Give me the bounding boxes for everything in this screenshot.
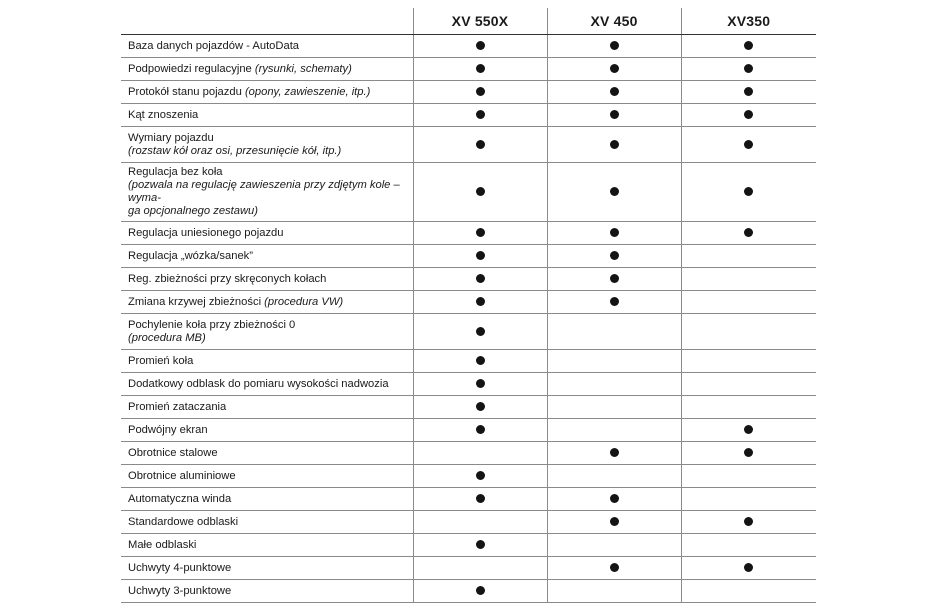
feature-cell (121, 580, 413, 603)
feature-label: Podwójny ekran (128, 423, 208, 436)
availability-dot-icon (610, 187, 619, 196)
availability-dot-icon (610, 140, 619, 149)
availability-dot-icon (476, 64, 485, 73)
availability-cell (681, 350, 816, 373)
availability-dot-icon (610, 64, 619, 73)
feature-cell (121, 35, 413, 58)
availability-dot-icon (610, 517, 619, 526)
availability-cell (547, 268, 681, 291)
availability-cell (413, 534, 547, 557)
availability-cell (547, 396, 681, 419)
availability-cell (547, 580, 681, 603)
feature-note: (rozstaw kół oraz osi, przesunięcie kół, itp.) (128, 144, 342, 157)
feature-cell (121, 373, 413, 396)
feature-column-header (121, 8, 413, 35)
availability-cell (413, 163, 547, 222)
availability-dot-icon (744, 140, 753, 149)
availability-cell (681, 268, 816, 291)
availability-dot-icon (610, 41, 619, 50)
availability-dot-icon (610, 448, 619, 457)
feature-label: Regulacja bez koła (128, 166, 223, 178)
availability-dot-icon (476, 140, 485, 149)
availability-cell (413, 465, 547, 488)
availability-cell (547, 350, 681, 373)
feature-cell (121, 442, 413, 465)
availability-cell (681, 245, 816, 268)
feature-note: (procedura MB) (128, 331, 206, 344)
availability-cell (547, 163, 681, 222)
availability-cell (413, 58, 547, 81)
feature-cell (121, 314, 413, 350)
availability-cell (547, 314, 681, 350)
feature-label: Obrotnice aluminiowe (128, 469, 236, 482)
availability-dot-icon (744, 64, 753, 73)
feature-cell (121, 488, 413, 511)
table-row (121, 465, 816, 488)
availability-cell (547, 557, 681, 580)
availability-dot-icon (476, 110, 485, 119)
availability-cell (681, 127, 816, 163)
table-row (121, 245, 816, 268)
availability-dot-icon (476, 297, 485, 306)
table-row (121, 127, 816, 163)
availability-dot-icon (744, 87, 753, 96)
table-row (121, 222, 816, 245)
feature-label: Regulacja „wózka/sanek” (128, 249, 253, 262)
table-row (121, 81, 816, 104)
availability-cell (547, 291, 681, 314)
feature-label: Kąt znoszenia (128, 108, 199, 121)
availability-cell (681, 35, 816, 58)
availability-dot-icon (610, 228, 619, 237)
availability-cell (413, 373, 547, 396)
availability-dot-icon (476, 379, 485, 388)
availability-cell (413, 222, 547, 245)
availability-cell (413, 580, 547, 603)
availability-cell (413, 81, 547, 104)
table-row (121, 58, 816, 81)
table-row (121, 291, 816, 314)
feature-cell (121, 58, 413, 81)
availability-cell (413, 245, 547, 268)
availability-cell (681, 465, 816, 488)
availability-cell (413, 396, 547, 419)
availability-dot-icon (476, 356, 485, 365)
availability-cell (413, 557, 547, 580)
feature-label: Automatyczna winda (128, 492, 232, 505)
feature-label: Baza danych pojazdów - AutoData (128, 39, 300, 52)
availability-dot-icon (610, 110, 619, 119)
feature-cell (121, 104, 413, 127)
availability-dot-icon (610, 563, 619, 572)
availability-cell (413, 127, 547, 163)
availability-dot-icon (744, 228, 753, 237)
feature-cell (121, 511, 413, 534)
availability-cell (547, 465, 681, 488)
feature-cell (121, 534, 413, 557)
availability-cell (681, 419, 816, 442)
availability-dot-icon (744, 41, 753, 50)
availability-dot-icon (744, 448, 753, 457)
table-row (121, 104, 816, 127)
availability-cell (547, 442, 681, 465)
availability-cell (413, 35, 547, 58)
feature-cell (121, 291, 413, 314)
table-row (121, 373, 816, 396)
feature-cell (121, 268, 413, 291)
availability-cell (547, 511, 681, 534)
availability-cell (413, 488, 547, 511)
availability-dot-icon (610, 494, 619, 503)
availability-cell (547, 104, 681, 127)
availability-dot-icon (476, 228, 485, 237)
availability-dot-icon (476, 327, 485, 336)
availability-cell (547, 245, 681, 268)
feature-note: (procedura VW) (264, 295, 344, 308)
availability-cell (681, 291, 816, 314)
feature-cell (121, 419, 413, 442)
feature-label: Zmiana krzywej zbieżności (128, 295, 265, 308)
availability-cell (681, 534, 816, 557)
availability-dot-icon (476, 41, 485, 50)
availability-dot-icon (610, 297, 619, 306)
availability-cell (413, 511, 547, 534)
model-header-xv450: XV 450 (547, 8, 681, 35)
feature-label: Małe odblaski (128, 538, 197, 551)
feature-note: (opony, zawieszenie, itp.) (244, 85, 371, 98)
feature-label: Protokół stanu pojazdu (128, 85, 245, 98)
table-row (121, 314, 816, 350)
table-body (121, 35, 816, 603)
comparison-table-container (121, 8, 816, 603)
availability-cell (413, 442, 547, 465)
availability-dot-icon (610, 251, 619, 260)
availability-dot-icon (476, 87, 485, 96)
availability-dot-icon (476, 586, 485, 595)
availability-dot-icon (476, 494, 485, 503)
model-header-xv550x: XV 550X (413, 8, 547, 35)
feature-label: Uchwyty 4-punktowe (128, 561, 232, 574)
feature-label: Promień koła (128, 354, 194, 367)
availability-dot-icon (610, 274, 619, 283)
feature-label: Obrotnice stalowe (128, 446, 218, 459)
availability-cell (547, 58, 681, 81)
table-row (121, 580, 816, 603)
table-row (121, 35, 816, 58)
availability-dot-icon (476, 540, 485, 549)
availability-dot-icon (476, 471, 485, 480)
availability-cell (547, 534, 681, 557)
feature-label: Uchwyty 3-punktowe (128, 584, 232, 597)
availability-cell (547, 373, 681, 396)
availability-dot-icon (744, 110, 753, 119)
availability-cell (681, 222, 816, 245)
availability-dot-icon (744, 517, 753, 526)
feature-note: (pozwala na regulację zawieszenia przy zdjętym kole – wyma- ga opcjonalnego zestawu) (128, 179, 400, 217)
availability-cell (681, 511, 816, 534)
feature-label: Pochylenie koła przy zbieżności 0 (128, 318, 296, 331)
table-row (121, 396, 816, 419)
availability-cell (681, 442, 816, 465)
table-row (121, 511, 816, 534)
availability-cell (547, 35, 681, 58)
availability-dot-icon (744, 563, 753, 572)
table-row (121, 534, 816, 557)
table-row (121, 488, 816, 511)
table-row (121, 268, 816, 291)
feature-cell (121, 557, 413, 580)
availability-dot-icon (476, 251, 485, 260)
availability-cell (413, 291, 547, 314)
feature-comparison-table (121, 8, 816, 603)
availability-cell (681, 488, 816, 511)
table-row (121, 419, 816, 442)
availability-cell (547, 419, 681, 442)
availability-dot-icon (610, 87, 619, 96)
feature-cell (121, 222, 413, 245)
availability-cell (681, 314, 816, 350)
availability-cell (547, 222, 681, 245)
availability-cell (681, 81, 816, 104)
availability-dot-icon (476, 402, 485, 411)
availability-cell (681, 396, 816, 419)
feature-note: (rysunki, schematy) (254, 62, 352, 75)
feature-label: Dodatkowy odblask do pomiaru wysokości nadwozia (128, 377, 389, 390)
availability-cell (681, 58, 816, 81)
availability-cell (413, 314, 547, 350)
feature-cell (121, 465, 413, 488)
table-row (121, 163, 816, 222)
availability-cell (681, 104, 816, 127)
feature-label: Podpowiedzi regulacyjne (128, 62, 255, 75)
table-row (121, 557, 816, 580)
availability-cell (413, 350, 547, 373)
availability-cell (547, 488, 681, 511)
availability-dot-icon (744, 187, 753, 196)
availability-cell (547, 81, 681, 104)
availability-cell (681, 557, 816, 580)
availability-dot-icon (744, 425, 753, 434)
availability-cell (413, 419, 547, 442)
feature-label: Regulacja uniesionego pojazdu (128, 226, 284, 239)
feature-label: Promień zataczania (128, 400, 227, 413)
availability-cell (413, 104, 547, 127)
feature-label: Wymiary pojazdu (128, 131, 214, 144)
model-header-xv350: XV350 (681, 8, 816, 35)
availability-cell (413, 268, 547, 291)
availability-cell (681, 373, 816, 396)
availability-cell (547, 127, 681, 163)
feature-label: Reg. zbieżności przy skręconych kołach (128, 272, 327, 285)
availability-dot-icon (476, 425, 485, 434)
feature-cell (121, 350, 413, 373)
availability-dot-icon (476, 187, 485, 196)
feature-cell (121, 127, 413, 163)
feature-cell (121, 81, 413, 104)
availability-dot-icon (476, 274, 485, 283)
feature-cell (121, 163, 413, 222)
table-header-row (121, 8, 816, 35)
feature-cell (121, 396, 413, 419)
availability-cell (681, 580, 816, 603)
table-row (121, 442, 816, 465)
table-row (121, 350, 816, 373)
availability-cell (681, 163, 816, 222)
feature-label: Standardowe odblaski (128, 515, 239, 528)
feature-cell (121, 245, 413, 268)
